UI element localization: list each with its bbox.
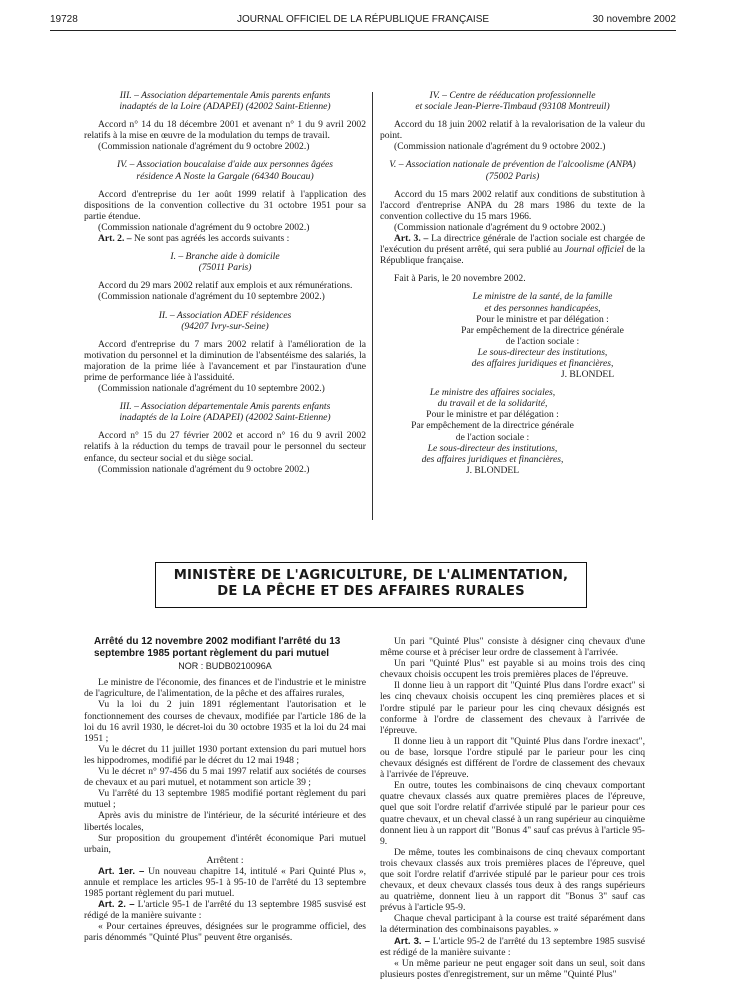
page-number: 19728 [50,14,78,25]
section-title: V. – Association nationale de prévention de l'alcoolisme (ANPA) [389,159,636,171]
arrete-paragraph: Le ministre de l'économie, des finances et de l'industrie et le ministre de l'agriculture, de l'alimentation, de la pêche et des affaires rurales, [84,677,366,700]
section-body: Accord d'entreprise du 7 mars 2002 relatif à l'amélioration de la motivation du personnel et la diminution de l'absentéisme des salariés, la majoration de la prime liée à l'avancement et par l'instauration d'une prime de performance liée à l'assiduité. [84,338,366,383]
arrete-left-column [84,636,366,944]
section-title: I. – Branche aide à domicile [170,251,280,263]
section-title: (75011 Paris) [198,262,252,274]
article-label: Art. 2. – [98,899,135,911]
article-text: Un nouveau chapitre 14, intitulé « Pari Quinté Plus », annule et remplace les articles 95-1 à 95-10 de l'arrêté du 13 septembre 1985 portant règlement du pari mutuel. [84,865,367,900]
page-header [50,14,676,28]
article-text: La directrice générale de l'action sociale est chargée de l'exécution du présent arrêté, qui sera publié au [380,233,645,256]
signatory-title: des affaires juridiques et financières, [421,453,564,465]
journal-reference: Journal officiel [564,244,624,256]
section-body: Accord n° 14 du 18 décembre 2001 et avenant n° 1 du 9 avril 2002 relatifs à la mise en œuvre de la modulation du temps de travail. [84,119,366,142]
arretent: Arrêtent : [206,854,244,866]
section-title: inadaptés de la Loire (ADAPEI) (42002 Saint-Etienne) [119,101,331,113]
delegation-line: Par empêchement de la directrice générale [411,420,574,432]
arrete-paragraph: Vu la loi du 2 juin 1891 réglementant l'autorisation et le fonctionnement des courses de chevaux, modifiée par l'article 186 de la loi du 16 avril 1930, le décret-loi du 30 octobre 1935 et la loi du 24 mai 1951 ; [84,699,366,744]
section-title: III. – Association départementale Amis parents enfants [119,90,331,101]
section-commission: (Commission nationale d'agrément du 9 octobre 2002.) [394,141,606,153]
arrete-right-column [380,636,645,980]
section-title: résidence A Noste la Gargale (64340 Boucau) [136,170,314,182]
journal-title: JOURNAL OFFICIEL DE LA RÉPUBLIQUE FRANÇAISE [236,14,490,25]
article-3 [380,936,645,958]
arrete-paragraph: Il donne lieu à un rapport dit "Quinté Plus dans l'ordre exact" si les cinq chevaux choisis occupent les cinq premières places et si l'ordre stipulé par le parieur pour les cinq chevaux désignés est conforme à l'ordre de classement des chevaux à l'arrivée de l'épreuve. [380,680,645,736]
article-text-end: de la République française. [380,244,646,267]
article-label: Art. 1er. – [98,865,145,877]
delegation-line: de l'action sociale : [505,335,580,347]
section-title: et sociale Jean-Pierre-Timbaud (93108 Montreuil) [415,101,610,113]
arrete-paragraph: Vu le décret n° 97-456 du 5 mai 1997 relatif aux sociétés de courses de chevaux et au pari mutuel, et notamment son article 39 ; [84,766,366,789]
article-text: L'article 95-1 de l'arrêté du 13 septembre 1985 susvisé est rédigé de la manière suivante : [84,899,366,922]
section-title: III. – Association départementale Amis parents enfants [119,401,331,413]
section-body: Accord n° 15 du 27 février 2002 et accord n° 16 du 9 avril 2002 relatifs à la réduction du temps de travail pour le personnel du secteur enfance, du secteur social et du siège social. [84,430,366,464]
arrete-paragraph: Sur proposition du groupement d'intérêt économique Pari mutuel urbain, [84,832,366,855]
signatory-title: du travail et de la solidarité, [437,398,548,410]
delegation-line: Pour le ministre et par délégation : [426,409,559,421]
article-text: L'article 95-2 de l'arrêté du 13 septembre 1985 susvisé est rédigé de la manière suivante : [380,935,645,958]
article-2 [84,233,366,244]
arrete-paragraph: Un pari "Quinté Plus" est payable si au moins trois des cinq chevaux choisis occupent les trois premières places de l'épreuve. [380,658,645,681]
arrete-paragraph: Chaque cheval participant à la course est traité séparément dans la détermination des combinaisons payables. » [380,913,645,936]
section-title: (75002 Paris) [485,170,540,182]
section-body: Accord du 29 mars 2002 relatif aux emplois et aux rémunérations. [98,280,353,292]
article-label: Art. 2. – [98,233,132,245]
arrete-title: Arrêté du 12 novembre 2002 modifiant l'arrêté du 13 septembre 1985 portant règlement du pari mutuel [94,636,341,659]
section-title: inadaptés de la Loire (ADAPEI) (42002 Saint-Etienne) [119,412,331,424]
arrete-paragraph: De même, toutes les combinaisons de cinq chevaux comportant trois chevaux classés aux trois premières places de l'épreuve, quel que soit l'ordre relatif d'arrivée stipulé par le parieur pour ces trois chevaux, et deux chevaux classés tous deux à des rangs supérieurs au quatrième, donnent lieu à un rapport dit "Bonus 3" sauf cas prévus à l'article 95-9. [380,846,645,914]
signatory-title: Le ministre des affaires sociales, [429,387,556,399]
section-body: Accord du 15 mars 2002 relatif aux conditions de substitution à l'accord d'entreprise ANPA du 28 mars 1986 du texte de la convention collective du 15 mars 1966. [380,188,645,222]
signatory-title: Le sous-directeur des institutions, [427,442,558,454]
signature-block-1 [380,291,645,380]
signature-block-2 [380,387,645,476]
section-title: IV. – Association boucalaise d'aide aux personnes âgées [117,159,333,171]
column-divider [372,92,373,520]
ministry-title-line: MINISTÈRE DE L'AGRICULTURE, DE L'ALIMENTATION, [173,568,569,583]
arrete-paragraph: Vu le décret du 11 juillet 1930 portant extension du pari mutuel hors les hippodromes, modifié par le décret du 12 mai 1948 ; [84,743,366,766]
arrete-paragraph: Il donne lieu à un rapport dit "Quinté Plus dans l'ordre inexact", ou de base, lorsque l'ordre stipulé par le parieur pour les cinq chevaux désignés est différent de l'ordre de classement des chevaux à l'arrivée de l'épreuve. [380,735,645,781]
article-3 [380,233,645,266]
delegation-line: de l'action sociale : [455,431,530,443]
section-title: (94207 Ivry-sur-Seine) [181,320,269,332]
issue-date: 30 novembre 2002 [592,14,676,25]
section-commission: (Commission nationale d'agrément du 9 octobre 2002.) [98,141,310,153]
signatory-name: J. BLONDEL [465,464,520,476]
arrete-paragraph: Après avis du ministre de l'intérieur, de la sécurité intérieure et des libertés locales, [84,810,366,833]
section-commission: (Commission nationale d'agrément du 10 septembre 2002.) [98,291,325,303]
section-title: IV. – Centre de rééducation professionnelle [429,90,596,101]
article-quote: « Pour certaines épreuves, désignées sur le programme officiel, des paris dénommés "Quinté Plus" peuvent être organisés. [84,921,366,944]
place-date: Fait à Paris, le 20 novembre 2002. [394,273,526,285]
ministry-title-line: DE LA PÊCHE ET DES AFFAIRES RURALES [217,584,525,599]
section-body: Accord d'entreprise du 1er août 1999 relatif à l'application des dispositions de la convention collective du 31 octobre 1951 pour sa partie étendue. [84,188,366,222]
left-column [84,90,366,475]
arrete-paragraph: Vu l'arrêté du 13 septembre 1985 modifié portant règlement du pari mutuel ; [84,788,366,811]
header-rule [50,30,676,31]
article-1 [84,866,366,899]
section-body: Accord du 18 juin 2002 relatif à la revalorisation de la valeur du point. [380,119,645,142]
section-commission: (Commission nationale d'agrément du 9 octobre 2002.) [98,221,310,233]
section-commission: (Commission nationale d'agrément du 9 octobre 2002.) [98,463,310,475]
article-text: Ne sont pas agréés les accords suivants : [133,233,290,245]
article-label: Art. 3. – [394,935,430,947]
nor-reference: NOR : BUDB0210096A [178,661,272,672]
signatory-name: J. BLONDEL [560,369,615,381]
delegation-line: Par empêchement de la directrice générale [461,324,624,336]
section-commission: (Commission nationale d'agrément du 9 octobre 2002.) [394,221,606,233]
delegation-line: Pour le ministre et par délégation : [476,313,609,325]
signatory-title: des affaires juridiques et financières, [471,357,614,369]
article-label: Art. 3. – [394,233,429,245]
signatory-title: Le sous-directeur des institutions, [477,346,608,358]
article-2 [84,899,366,921]
ministry-heading [155,562,587,608]
right-column [380,90,645,476]
section-title: II. – Association ADEF résidences [158,309,292,321]
arrete-paragraph: Un pari "Quinté Plus" consiste à désigner cinq chevaux d'une même course et à préciser leur ordre de classement à l'arrivée. [380,636,645,659]
article-quote: « Un même parieur ne peut engager soit dans un seul, soit dans plusieurs postes d'enregistrement, sur un même "Quinté Plus" [380,957,645,980]
signatory-title: et des personnes handicapées, [484,302,601,314]
arrete-paragraph: En outre, toutes les combinaisons de cinq chevaux comportant quatre chevaux classés aux quatre premières places de l'épreuve, quel que soit l'ordre relatif d'arrivée stipulé par le parieur pour ces quatre chevaux, et un cheval classé à un rang supérieur au cinquième donnent lieu à un rapport dit "Bonus 4" sauf cas prévus à l'article 95-9. [380,780,645,847]
signatory-title: Le ministre de la santé, de la famille [472,291,613,303]
section-commission: (Commission nationale d'agrément du 10 septembre 2002.) [98,383,325,395]
